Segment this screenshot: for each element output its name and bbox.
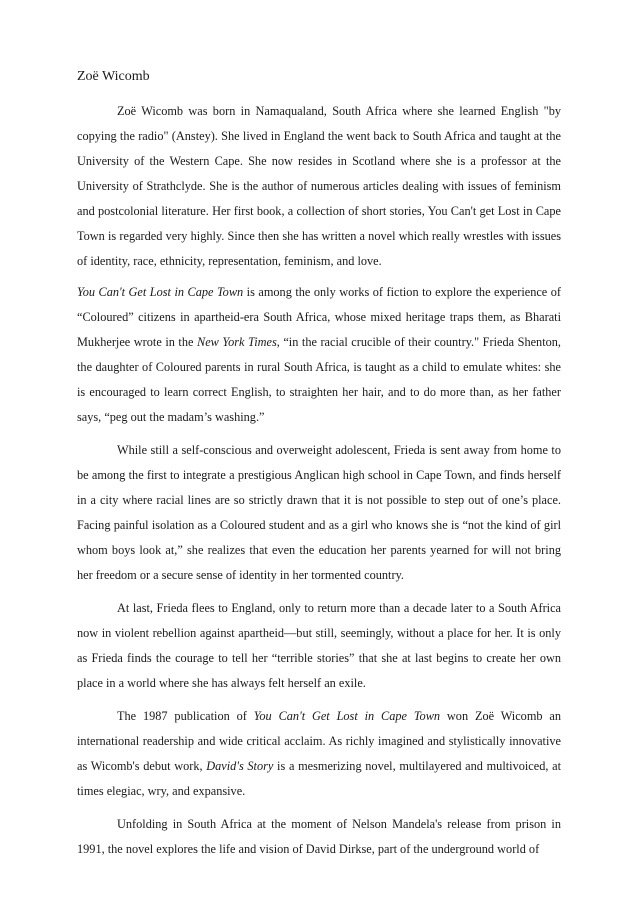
paragraph-mandela: Unfolding in South Africa at the moment of Nelson Mandela's release from prison in 1991, the novel explores the life and vision of David Dirkse, part of the underground world of [77, 817, 561, 856]
paragraph-text: , “in the racial crucible of their country." Frieda Shenton, the daughter of Coloured parents in rural South Africa, is taught as a child to emulate whites: she is encouraged to learn correct English, to straighten her hair, and to do more than, as her father says, “peg out the madam’s washing.” [77, 335, 561, 424]
page-title: Zoë Wicomb [77, 69, 150, 84]
newspaper-title-italic: New York Times [197, 335, 277, 349]
paragraph-text: won Zoë Wicomb an international readership and wide critical acclaim. As richly imagined and stylistically innovative as Wicomb's debut work, [77, 709, 562, 773]
paragraph-biography: Zoë Wicomb was born in Namaqualand, South Africa where she learned English "by copying the radio" (Anstey). She lived in England the went back to South Africa and taught at the University of the Western Cape. She now resides in Scotland where she is a professor at the University of Strathclyde. She is the author of numerous articles dealing with issues of feminism and postcolonial literature. Her first book, a collection of short stories, You Can't get Lost in Cape Town is regarded very highly. Since then she has written a novel which really wrestles with issues of identity, race, ethnicity, representation, feminism, and love. [77, 104, 561, 268]
book-title-italic: You Can't Get Lost in Cape Town [253, 709, 441, 723]
novel-title-italic: David's Story [206, 759, 274, 773]
paragraph-publication [77, 704, 561, 804]
paragraph-book-intro [77, 280, 561, 430]
book-title-italic: You Can't Get Lost in Cape Town [77, 285, 244, 299]
paragraph-text: is a mesmerizing novel, multilayered and multivoiced, at times elegiac, wry, and expansive. [77, 759, 561, 798]
paragraph-text: The 1987 publication of [117, 709, 254, 723]
paragraph-adolescence: While still a self-conscious and overweight adolescent, Frieda is sent away from home to be among the first to integrate a prestigious Anglican high school in Cape Town, and finds herself in a city where racial lines are so strictly drawn that it is not possible to step out of one’s place. Facing painful isolation as a Coloured student and as a girl who knows she is “not the kind of girl whom boys look at,” she realizes that even the education her parents yearned for will not bring her freedom or a secure sense of identity in her tormented country. [77, 443, 561, 582]
document-page [77, 68, 561, 870]
paragraph-england: At last, Frieda flees to England, only to return more than a decade later to a South Africa now in violent rebellion against apartheid—but still, seemingly, without a place for her. It is only as Frieda finds the courage to tell her “terrible stories” that she at last begins to create her own place in a world where she has always felt herself an exile. [77, 601, 561, 690]
paragraph-text: is among the only works of fiction to explore the experience of “Coloured” citizens in apartheid-era South Africa, whose mixed heritage traps them, as Bharati Mukherjee wrote in the [77, 285, 562, 349]
